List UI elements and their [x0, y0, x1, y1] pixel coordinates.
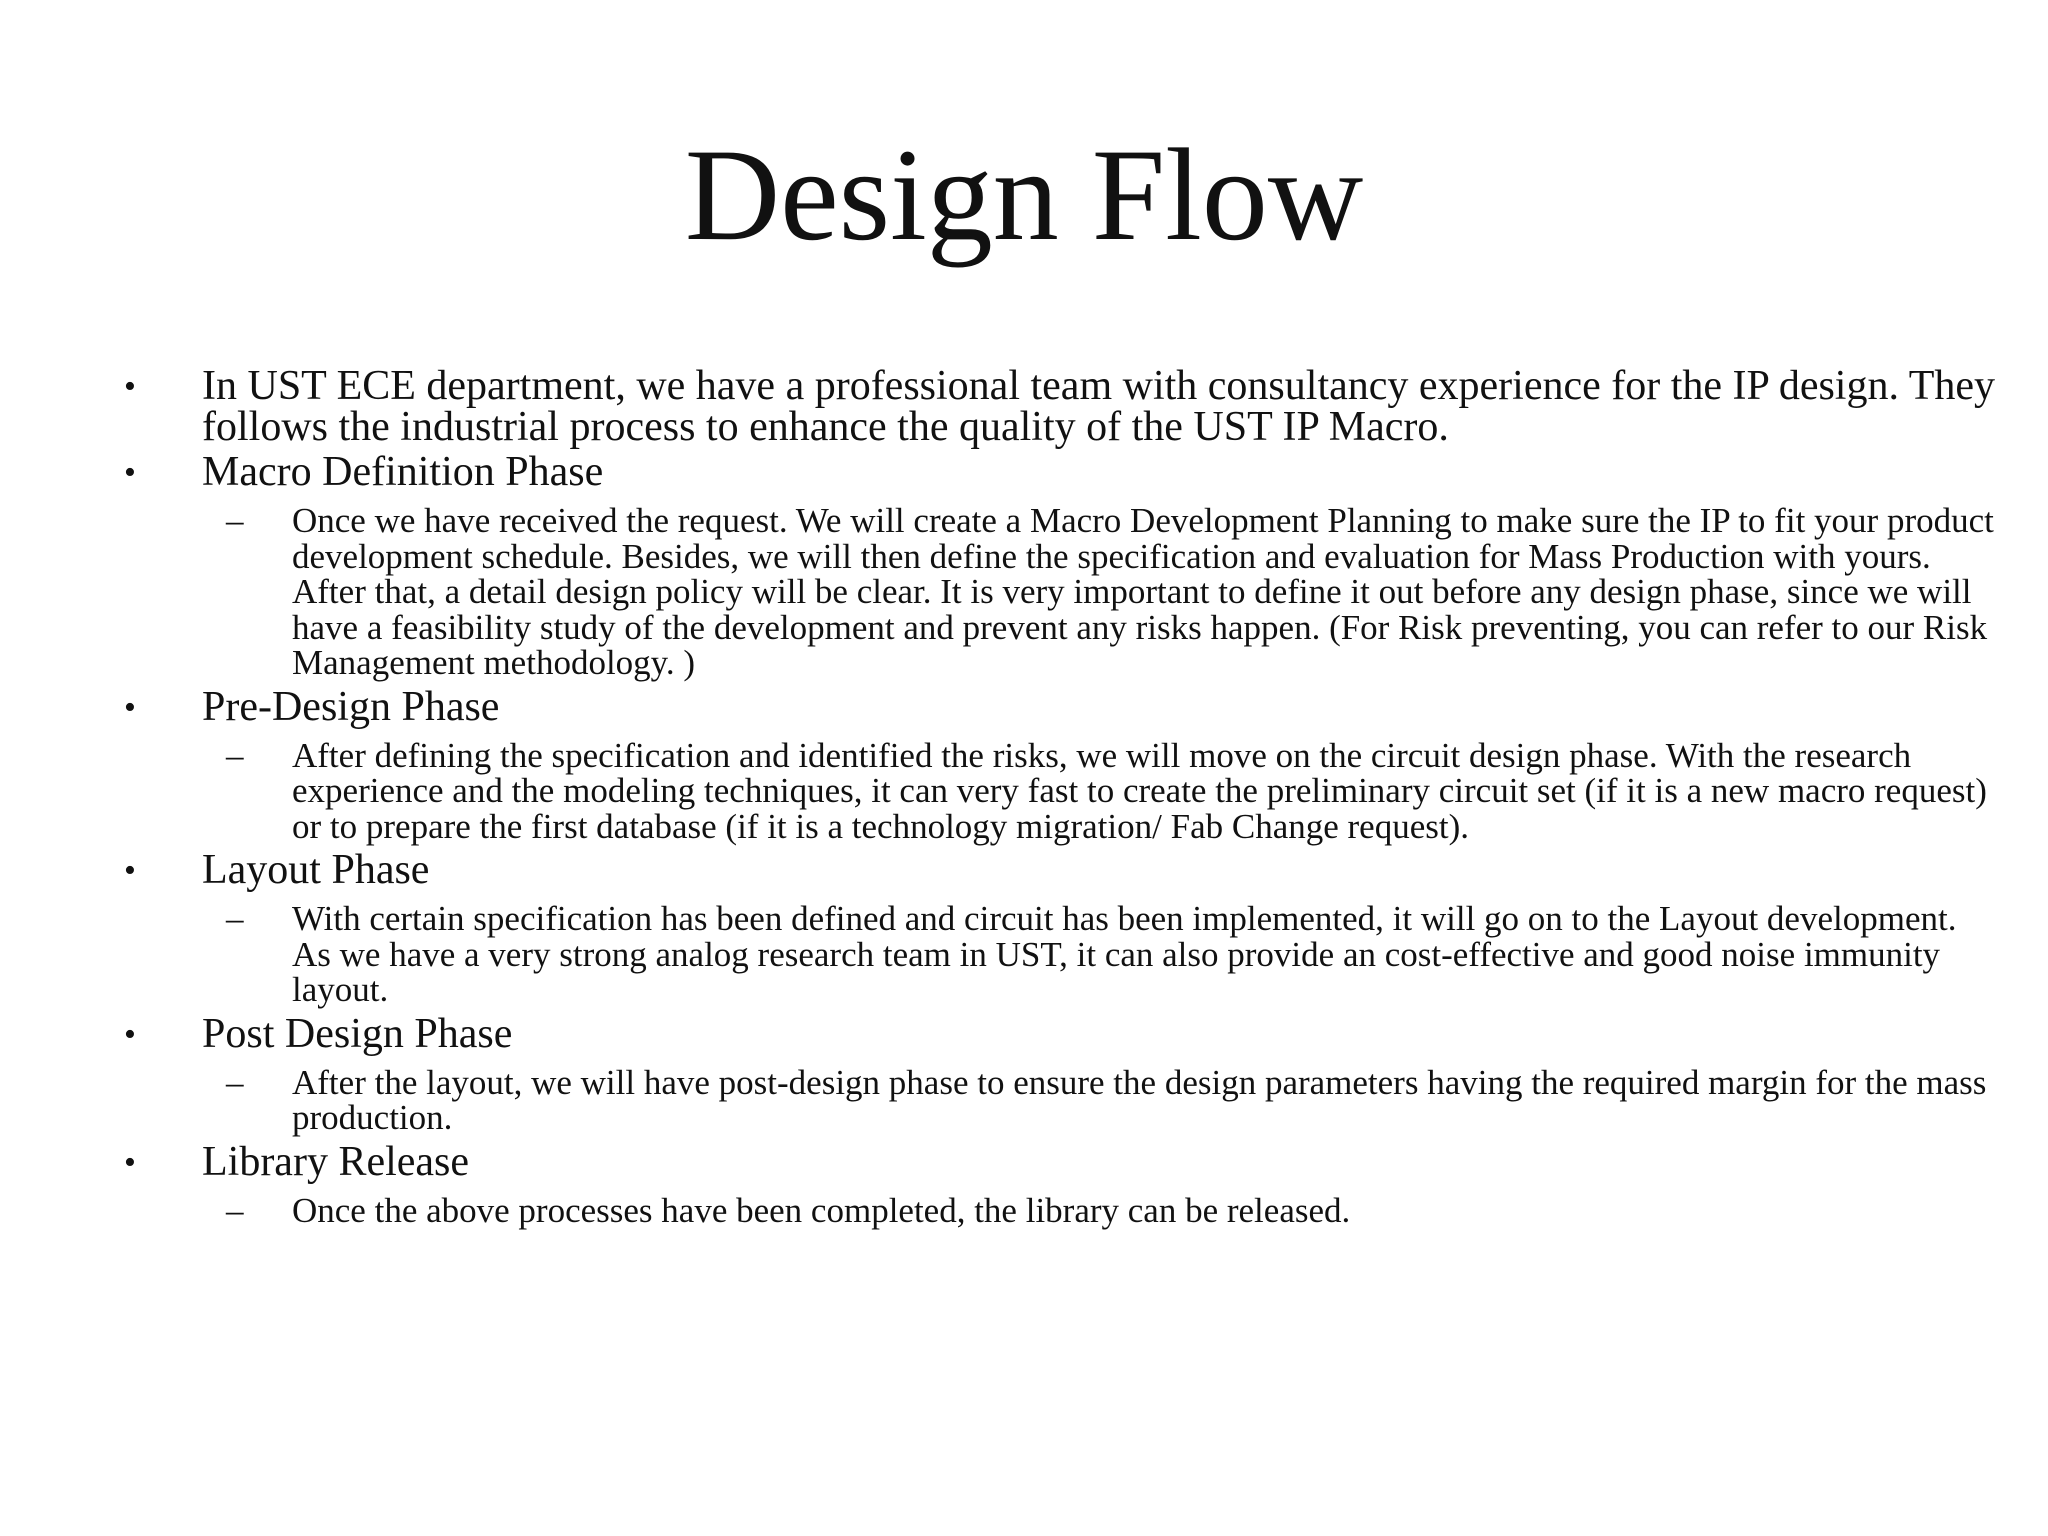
bullet-text: Pre-Design Phase: [202, 683, 500, 730]
dash-icon: –: [226, 1190, 244, 1230]
bullet-text: Layout Phase: [202, 847, 430, 893]
bullet-item-pre-design: [118, 683, 1998, 846]
bullet-item-post-design: [118, 1010, 1998, 1137]
bullet-icon: •: [124, 852, 136, 889]
sub-bullet-text: Once the above processes have been completed, the library can be released.: [292, 1190, 1351, 1230]
dash-icon: –: [226, 899, 244, 938]
bullet-icon: •: [124, 1143, 136, 1181]
bullet-item-library-release: [118, 1138, 1998, 1230]
slide-body: [118, 363, 1998, 1234]
sub-bullet-item: [202, 1190, 1998, 1230]
sub-bullet-text: After the layout, we will have post-design phase to ensure the design parameters having the required margin for the mass production.: [292, 1062, 1987, 1137]
sub-bullet-item: [202, 1062, 1998, 1137]
sub-bullet-list: [202, 735, 1998, 846]
slide-title: Design Flow: [684, 121, 1364, 268]
sub-bullet-list: [202, 1062, 1998, 1137]
bullet-list: [118, 363, 1998, 1230]
sub-bullet-item: [202, 503, 1998, 681]
bullet-item-intro: [118, 363, 1998, 450]
bullet-item-layout: [118, 847, 1998, 1009]
bullet-icon: •: [124, 368, 136, 405]
bullet-text: Library Release: [202, 1138, 470, 1185]
dash-icon: –: [226, 501, 244, 540]
sub-bullet-list: [202, 503, 1998, 681]
bullet-icon: •: [124, 1015, 136, 1053]
sub-bullet-item: [202, 901, 1998, 1008]
bullet-icon: •: [124, 454, 136, 491]
sub-bullet-text: With certain specification has been defined and circuit has been implemented, it will go on to the Layout development. As we have a very strong analog research team in UST, it can also provide an cost-effective and good noise immunity layout.: [292, 899, 1957, 1009]
bullet-text: Post Design Phase: [202, 1010, 513, 1057]
sub-bullet-list: [202, 901, 1998, 1008]
dash-icon: –: [226, 1062, 244, 1102]
sub-bullet-item: [202, 735, 1998, 846]
bullet-item-macro-definition: [118, 449, 1998, 682]
bullet-text: In UST ECE department, we have a professional team with consultancy experience for the IP design. They follows the industrial process to enhance the quality of the UST IP Macro.: [202, 363, 1996, 450]
dash-icon: –: [226, 735, 244, 775]
bullet-text: Macro Definition Phase: [202, 449, 604, 495]
sub-bullet-text: Once we have received the request. We will create a Macro Development Planning to make sure the IP to fit your product development schedule. Besides, we will then define the specification and evaluation for Mass Production with yours. After that, a detail design policy will be clear. It is very important to define it out before any design phase, since we will have a feasibility study of the development and prevent any risks happen. (For Risk preventing, you can refer to our Risk Management methodology. ): [292, 501, 1994, 682]
sub-bullet-text: After defining the specification and identified the risks, we will move on the circuit design phase. With the research experience and the modeling techniques, it can very fast to create the preliminary circuit set (if it is a new macro request) or to prepare the first database (if it is a technology migration/ Fab Change request).: [292, 735, 1987, 846]
bullet-icon: •: [124, 688, 136, 726]
sub-bullet-list: [202, 1190, 1998, 1230]
